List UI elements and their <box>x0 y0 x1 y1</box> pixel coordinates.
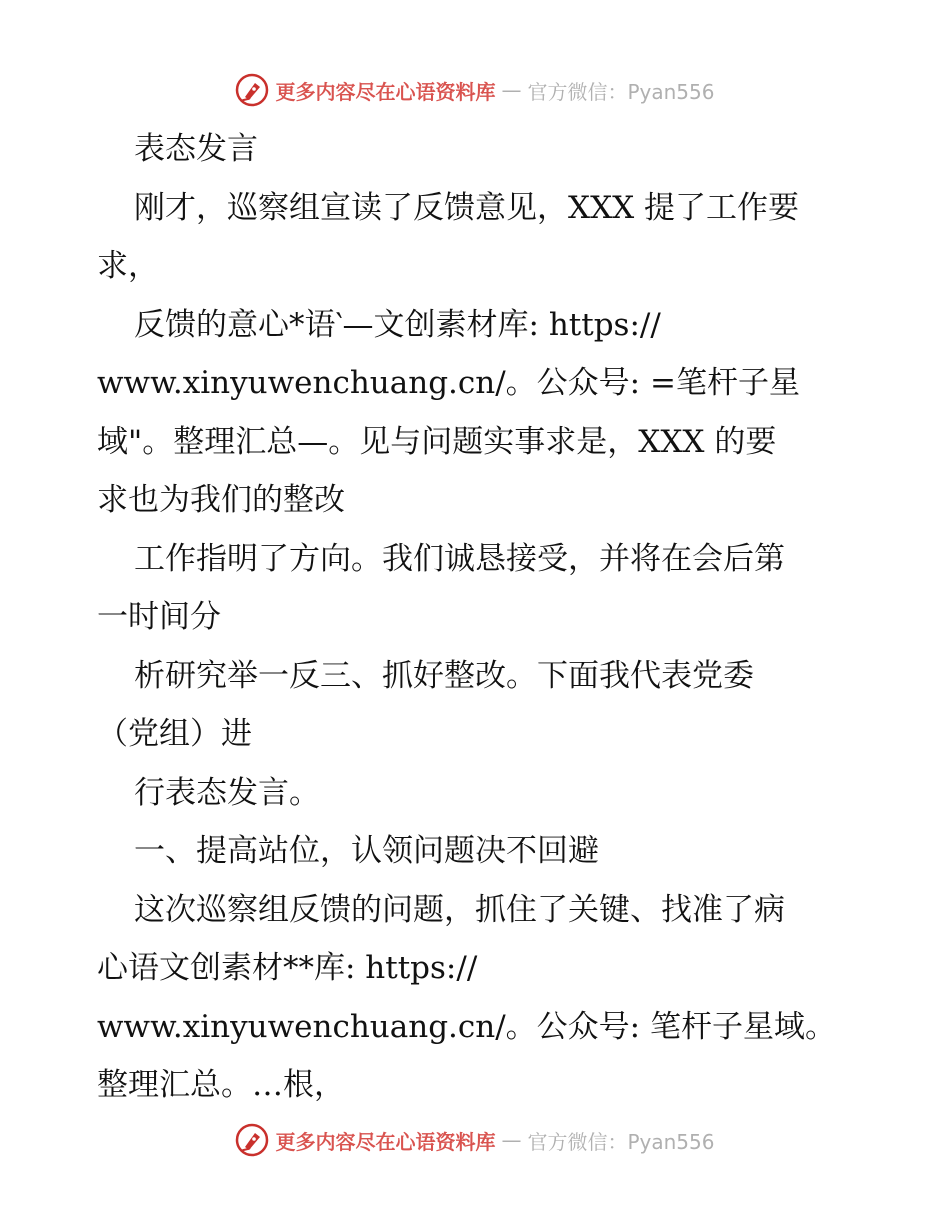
pen-nib-logo-icon <box>235 73 269 107</box>
doc-line: 反馈的意心*语‵—文创素材库: https:// <box>134 306 661 343</box>
footer-banner-inner <box>235 1123 714 1157</box>
banner-contact: 官方微信：Pyan556 <box>527 1129 715 1154</box>
banner-dash: — <box>501 78 522 102</box>
doc-title: 表态发言 <box>134 131 258 167</box>
document-body <box>97 120 857 1115</box>
banner-contact: 官方微信：Pyan556 <box>527 79 715 104</box>
doc-line: www.xinyuwenchuang.cn/。公众号: 笔杆子星域。 <box>97 1008 836 1045</box>
doc-line: 析研究举一反三、抓好整改。下面我代表党委 <box>134 657 754 694</box>
doc-line: 刚才，巡察组宣读了反馈意见，XXX 提了工作要 <box>134 189 800 226</box>
header-banner-inner <box>235 73 714 107</box>
doc-line: 求也为我们的整改 <box>97 482 345 518</box>
doc-line: 求， <box>97 248 159 284</box>
banner-text: 更多内容尽在心语资料库 <box>275 79 496 104</box>
banner-dash: — <box>501 1128 522 1152</box>
pen-nib-logo-icon <box>235 1123 269 1157</box>
doc-line: www.xinyuwenchuang.cn/。公众号: =笔杆子星 <box>97 365 800 401</box>
section-heading: 一、提高站位，认领问题决不回避 <box>134 833 599 869</box>
doc-line: 工作指明了方向。我们诚恳接受，并将在会后第 <box>134 540 785 577</box>
header-banner <box>0 70 950 110</box>
banner-text: 更多内容尽在心语资料库 <box>275 1129 496 1154</box>
doc-line: 行表态发言。 <box>134 774 320 811</box>
doc-line: 这次巡察组反馈的问题，抓住了关键、找准了病 <box>134 891 785 928</box>
doc-line: 域"。整理汇总—。见与问题实事求是，XXX 的要 <box>97 423 777 460</box>
footer-banner <box>0 1120 950 1160</box>
doc-line: 心语文创素材**库: https:// <box>97 950 478 986</box>
doc-line: （党组）进 <box>97 716 252 752</box>
doc-line: 一时间分 <box>97 599 221 635</box>
doc-line: 整理汇总。…根， <box>97 1067 345 1103</box>
